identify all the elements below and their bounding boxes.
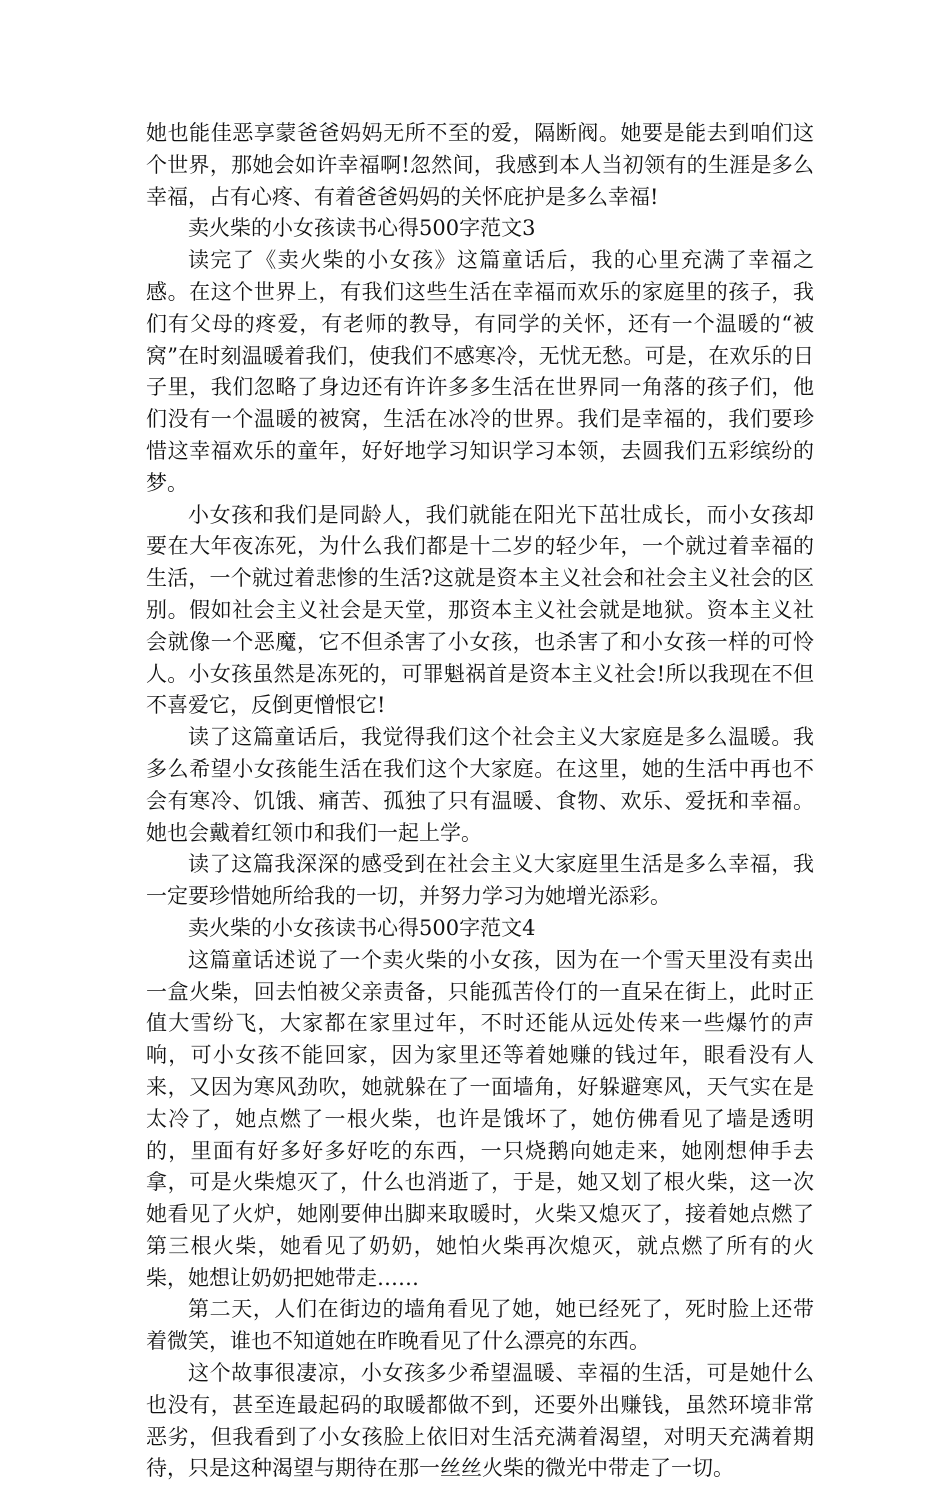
paragraph: 这个故事很凄凉，小女孩多少希望温暖、幸福的生活，可是她什么也没有，甚至连最起码的取暖都做不到，还要外出赚钱，虽然环境非常恶劣，但我看到了小女孩脸上依旧对生活充满着渴望，对明天充满着期待，只是这种渴望与期待在那一丝丝火柴的微光中带走了一切。: [146, 1361, 814, 1481]
section-heading-3: 卖火柴的小女孩读书心得500字范文3: [188, 216, 536, 241]
paragraph: 读了这篇童话后，我觉得我们这个社会主义大家庭是多么温暖。我多么希望小女孩能生活在我们这个大家庭。在这里，她的生活中再也不会有寒冷、饥饿、痛苦、孤独了只有温暖、食物、欢乐、爱抚和幸福。她也会戴着红领巾和我们一起上学。: [146, 725, 814, 845]
document-page: [146, 118, 814, 1485]
paragraph: 读了这篇我深深的感受到在社会主义大家庭里生活是多么幸福，我一定要珍惜她所给我的一切，并努力学习为她增光添彩。: [146, 852, 814, 909]
section-heading-4: 卖火柴的小女孩读书心得500字范文4: [188, 915, 536, 940]
paragraph-intro-continuation: 她也能佳恶享蒙爸爸妈妈无所不至的爱，隔断阀。她要是能去到咱们这个世界，那她会如许幸福啊!忽然间，我感到本人当初领有的生涯是多么幸福，占有心疼、有着爸爸妈妈的关怀庇护是多么幸福!: [146, 121, 814, 209]
paragraph: 这篇童话述说了一个卖火柴的小女孩，因为在一个雪天里没有卖出一盒火柴，回去怕被父亲责备，只能孤苦伶仃的一直呆在街上，此时正值大雪纷飞，大家都在家里过年，不时还能从远处传来一些爆竹的声响，可小女孩不能回家，因为家里还等着她赚的钱过年，眼看没有人来，又因为寒风劲吹，她就躲在了一面墙角，好躲避寒风，天气实在是太冷了，她点燃了一根火柴，也许是饿坏了，她仿佛看见了墙是透明的，里面有好多好多好吃的东西，一只烧鹅向她走来，她刚想伸手去拿，可是火柴熄灭了，什么也消逝了，于是，她又划了根火柴，这一次她看见了火炉，她刚要伸出脚来取暖时，火柴又熄灭了，接着她点燃了第三根火柴，她看见了奶奶，她怕火柴再次熄灭，就点燃了所有的火柴，她想让奶奶把她带走……: [146, 947, 814, 1290]
paragraph: 读完了《卖火柴的小女孩》这篇童话后，我的心里充满了幸福之感。在这个世界上，有我们这些生活在幸福而欢乐的家庭里的孩子，我们有父母的疼爱，有老师的教导，有同学的关怀，还有一个温暖的“被窝”在时刻温暖着我们，使我们不感寒冷，无忧无愁。可是，在欢乐的日子里，我们忽略了身边还有许许多多生活在世界同一角落的孩子们，他们没有一个温暖的被窝，生活在冰冷的世界。我们是幸福的，我们要珍惜这幸福欢乐的童年，好好地学习知识学习本领，去圆我们五彩缤纷的梦。: [146, 248, 814, 495]
paragraph: 小女孩和我们是同龄人，我们就能在阳光下茁壮成长，而小女孩却要在大年夜冻死，为什么我们都是十二岁的轻少年，一个就过着幸福的生活，一个就过着悲惨的生活?这就是资本主义社会和社会主义社会的区别。假如社会主义社会是天堂，那资本主义社会就是地狱。资本主义社会就像一个恶魔，它不但杀害了小女孩，也杀害了和小女孩一样的可怜人。小女孩虽然是冻死的，可罪魁祸首是资本主义社会!所以我现在不但不喜爱它，反倒更憎恨它!: [146, 502, 814, 718]
paragraph: 第二天，人们在街边的墙角看见了她，她已经死了，死时脸上还带着微笑，谁也不知道她在昨晚看见了什么漂亮的东西。: [146, 1297, 814, 1354]
